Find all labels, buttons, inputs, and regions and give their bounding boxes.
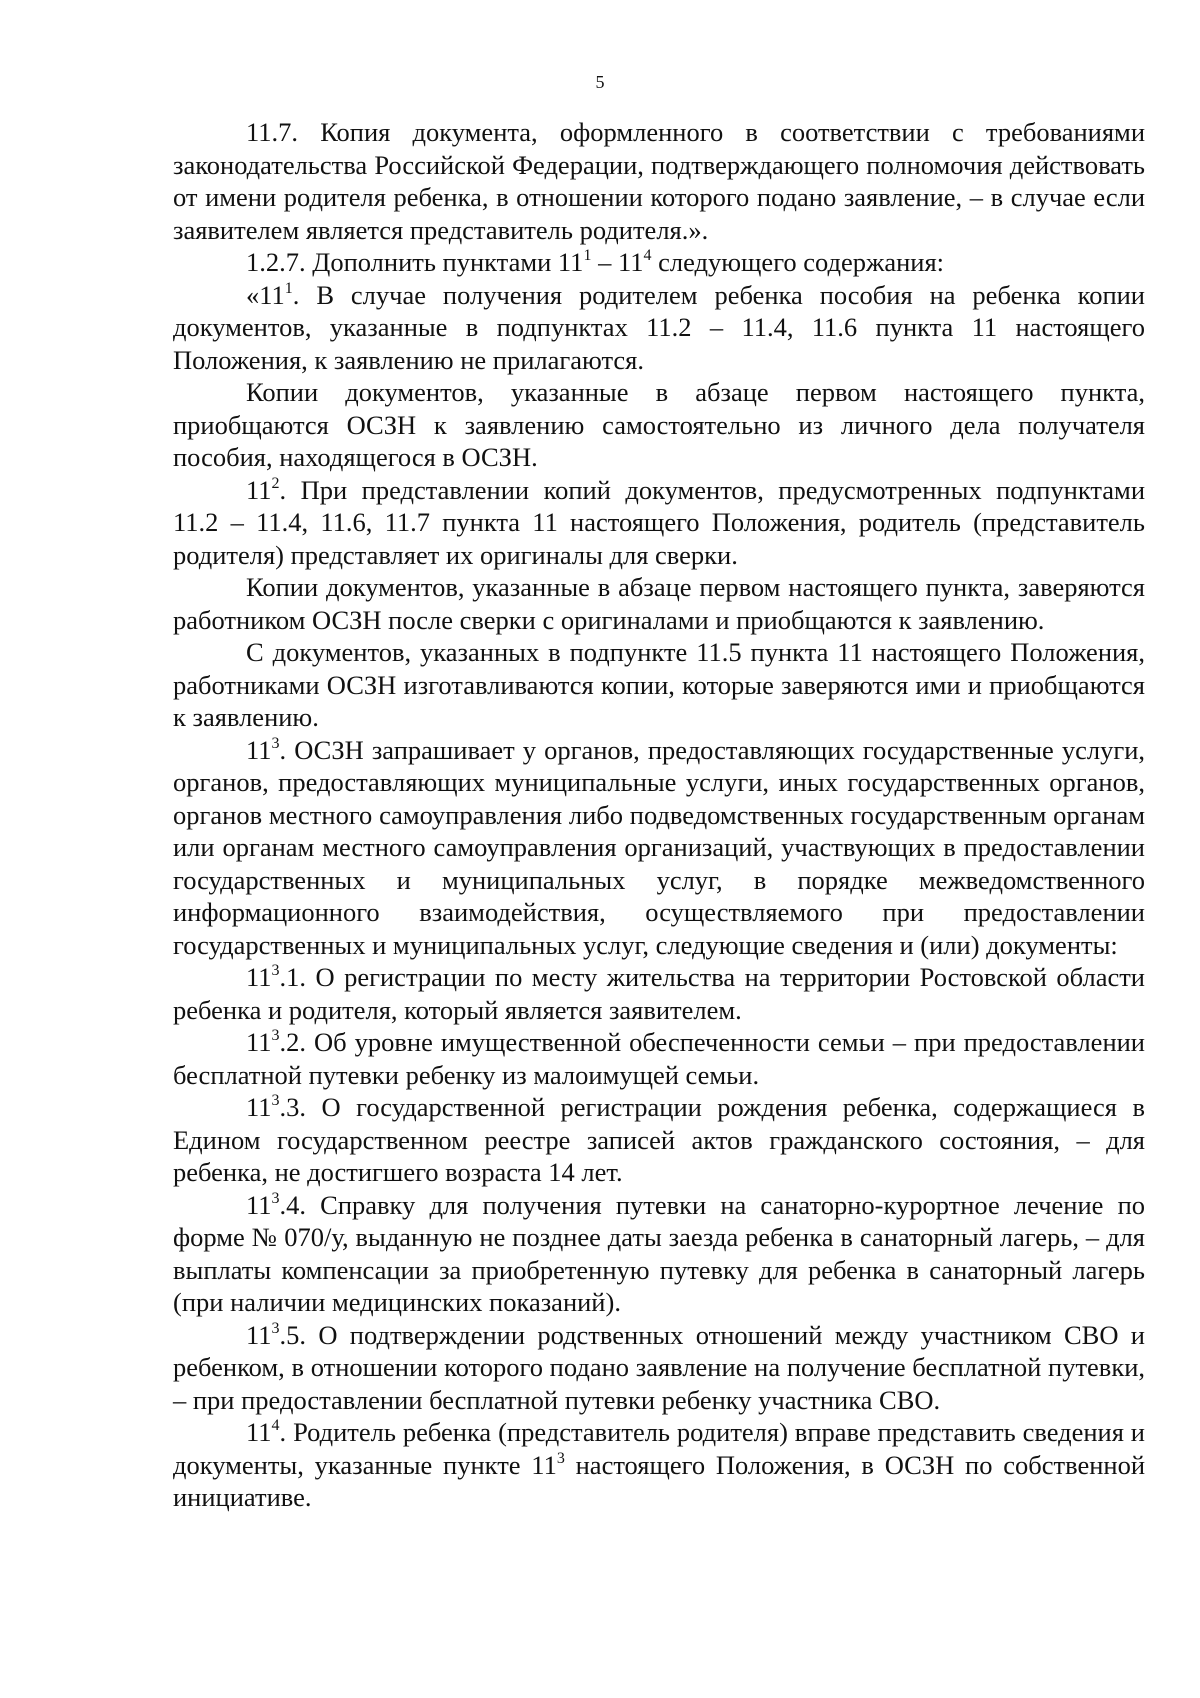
paragraph-p13 [173,1319,1145,1417]
paragraph-p7 [173,636,1145,734]
paragraph-p11 [173,1091,1145,1189]
paragraph-text: 11 [246,1417,272,1447]
paragraph-p4 [173,376,1145,474]
paragraph-text: Копии документов, указанные в абзаце первом настоящего пункта, заверяются работником ОСЗН после сверки с оригиналами и приобщаются к заявлению. [173,572,1145,635]
superscript: 3 [271,1319,280,1337]
superscript: 3 [271,1189,280,1207]
superscript: 3 [271,1027,280,1044]
paragraph-text: 11 [246,734,272,765]
paragraph-text: . ОСЗН запрашивает у органов, предоставляющих государственные услуги, органов, предоставляющих муниципальные услуги, иных государственных органов, органов местного самоуправления либо подведомственных государственным органам или органам местного самоуправления организаций, участвующих в предоставлении государственных и муниципальных услуг, в порядке межведомственного информационного взаимодействия, осуществляемого при предоставлении государственных и муниципальных услуг, следующие сведения и (или) документы: [173,734,1145,960]
paragraph-p5 [173,474,1145,572]
paragraph-text: .2. Об уровне имущественной обеспеченности семьи – при предоставлении бесплатной путевки ребенку из малоимущей семьи. [173,1027,1145,1090]
superscript: 4 [643,247,652,264]
paragraph-p10 [173,1026,1145,1091]
paragraph-text: «11 [246,279,285,310]
paragraph-p3 [173,279,1145,377]
paragraph-text: Копии документов, указанные в абзаце первом настоящего пункта, приобщаются ОСЗН к заявлению самостоятельно из личного дела получателя пособия, находящегося в ОСЗН. [173,377,1145,472]
paragraph-text: .3. О государственной регистрации рождения ребенка, содержащиеся в Едином государственном реестре записей актов гражданского состояния, – для ребенка, не достигшего возраста 14 лет. [173,1092,1145,1187]
superscript: 2 [271,474,280,492]
document-body [173,116,1145,1514]
paragraph-p9 [173,961,1145,1026]
paragraph-p14 [173,1416,1145,1514]
page-number: 5 [595,72,605,92]
paragraph-text: С документов, указанных в подпункте 11.5 пункта 11 настоящего Положения, работниками ОСЗН изготавливаются копии, которые заверяются ими и приобщаются к заявлению. [173,637,1145,732]
paragraph-text: 11 [246,1319,272,1350]
paragraph-text: . При представлении копий документов, предусмотренных подпунктами 11.2 – 11.4, 11.6, 11.7 пункта 11 настоящего Положения, родитель (представитель родителя) представляет их оригиналы для сверки. [173,474,1145,570]
paragraph-p6 [173,571,1145,636]
paragraph-text: . Родитель ребенка (представитель родителя) вправе представить сведения и документы, указанные пункте 11 [173,1417,1145,1480]
superscript: 3 [271,1092,280,1109]
paragraph-p1 [173,116,1145,246]
paragraph-text: 11 [246,1092,272,1122]
paragraph-text: следующего содержания: [651,247,945,277]
superscript: 1 [284,279,293,297]
paragraph-text: 11 [246,1189,272,1220]
paragraph-p2 [173,246,1145,279]
paragraph-text: . В случае получения родителем ребенка пособия на ребенка копии документов, указанные в подпунктах 11.2 – 11.4, 11.6 пункта 11 настоящего Положения, к заявлению не прилагаются. [173,279,1145,375]
paragraph-text: настоящего Положения, в ОСЗН по собственной инициативе. [173,1449,1145,1512]
paragraph-text: 11.7. Копия документа, оформленного в соответствии с требованиями законодательства Российской Федерации, подтверждающего полномочия действовать от имени родителя ребенка, в отношении которого подано заявление, – в случае если заявителем является представитель родителя.». [173,117,1145,245]
paragraph-text: 11 [246,474,272,505]
superscript: 1 [583,247,592,264]
superscript: 3 [556,1449,565,1467]
paragraph-text: .4. Справку для получения путевки на санаторно-курортное лечение по форме № 070/у, выданную не позднее даты заезда ребенка в санаторный лагерь, – для выплаты компенсации за приобретенную путевку для ребенка в санаторный лагерь (при наличии медицинских показаний). [173,1189,1145,1317]
paragraph-text: 11 [246,1027,272,1057]
superscript: 3 [271,734,280,752]
paragraph-text: – 11 [591,247,644,277]
paragraph-text: .5. О подтверждении родственных отношений между участником СВО и ребенком, в отношении которого подано заявление на получение бесплатной путевки, – при предоставлении бесплатной путевки ребенку участника СВО. [173,1319,1145,1415]
paragraph-p8 [173,734,1145,962]
paragraph-text: 1.2.7. Дополнить пунктами 11 [246,247,584,277]
paragraph-text: .1. О регистрации по месту жительства на территории Ростовской области ребенка и родителя, который является заявителем. [173,962,1145,1025]
paragraph-p12 [173,1189,1145,1319]
superscript: 4 [271,1417,280,1434]
superscript: 3 [271,962,280,979]
paragraph-text: 11 [246,962,272,992]
